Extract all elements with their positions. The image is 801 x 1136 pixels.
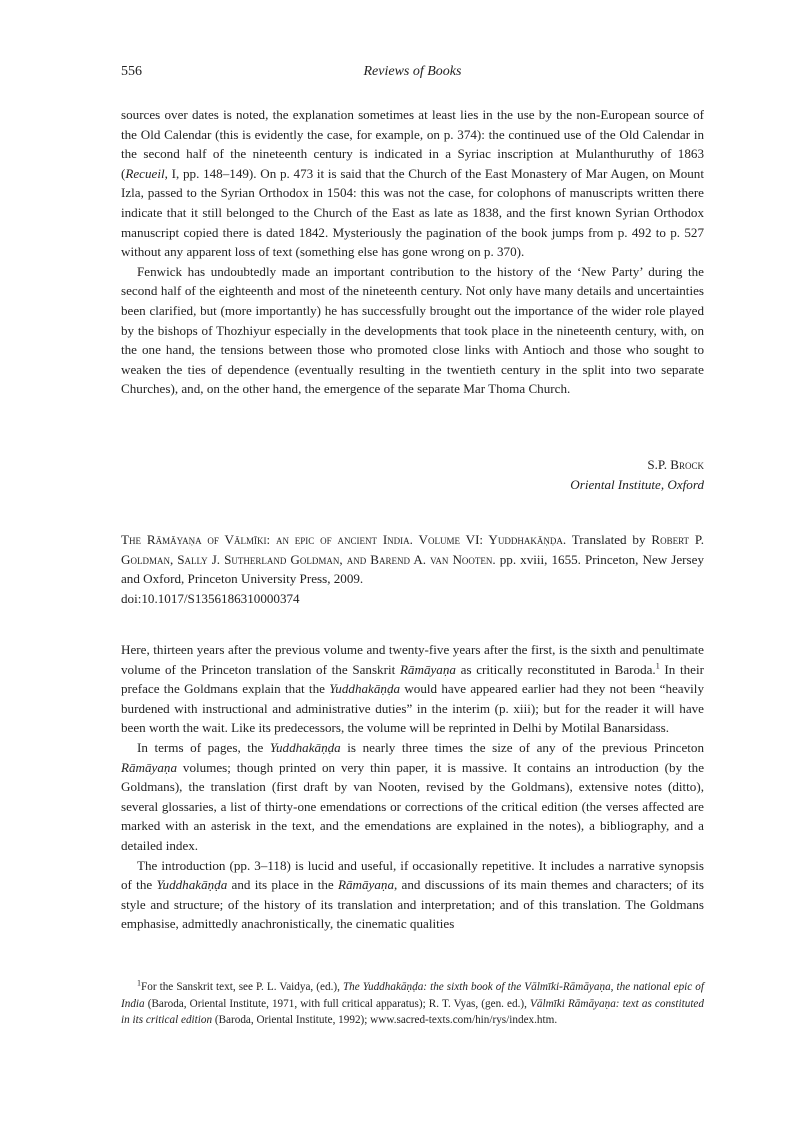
review-2-paragraph-1 bbox=[121, 640, 704, 738]
text-run-italic: The Yuddhakāṇḍa: the sixth book of the Vālmīki-Rāmāyaṇa, the national epic of India bbox=[121, 981, 704, 1010]
text-run-italic: Rāmāyaṇa bbox=[338, 877, 395, 893]
footnote-number: 1 bbox=[137, 978, 141, 988]
text-run: volumes; though printed on very thin paper, it is massive. It contains an introduction (by the Goldmans), the translation (first draft by van Nooten, revised by the Goldmans), extensive notes (ditto), several glossaries, a list of thirty-one emendations or corrections of the critical edition (the verses affected are marked with an asterisk in the text, and the emendations are explained in the notes), a bibliography, and a detailed index. bbox=[121, 759, 704, 853]
text-run: Here, thirteen years after the previous volume and twenty-five years after the first, is the sixth and penultimate volume of the Princeton translation of the Sanskrit bbox=[121, 642, 704, 677]
translated-by: Translated by bbox=[566, 532, 652, 547]
review-2-heading bbox=[121, 530, 704, 608]
review-1-paragraph-1 bbox=[121, 105, 704, 262]
footnote bbox=[121, 979, 704, 1029]
running-head bbox=[121, 64, 704, 86]
text-run: (Baroda, Oriental Institute, 1971, with full critical apparatus); R. T. Vyas, (gen. ed.), bbox=[144, 997, 531, 1010]
text-run: as critically reconstituted in Baroda. bbox=[455, 661, 656, 677]
text-run-italic: Yuddhakāṇḍa bbox=[329, 681, 401, 697]
text-run: would have appeared earlier had they not been “heavily burdened with instructional and administrative duties” in the interim (p. xiii); but for the reader it will have been worth the wait. Like its predecessors, the volume will be reprinted in Delhi by Motilal Banarsidass. bbox=[121, 681, 704, 736]
review-2-paragraph-3 bbox=[121, 856, 704, 934]
text-run: For the Sanskrit text, see P. L. Vaidya, (ed.), bbox=[141, 981, 343, 993]
signature-affiliation: Oriental Institute, Oxford bbox=[570, 476, 704, 492]
review-2-body bbox=[121, 640, 704, 934]
footnote-marker[interactable]: 1 bbox=[655, 661, 660, 671]
text-run: In their preface the Goldmans explain that the bbox=[121, 661, 704, 697]
review-1-body bbox=[121, 105, 704, 399]
text-run: , and discussions of its main themes and characters; of its style and structure; of the history of its translation and interpretation; and of this translation. The Goldmans emphasise, admittedly anachronistically, the cinematic qualities bbox=[121, 877, 705, 932]
text-run-italic: Recueil bbox=[125, 165, 165, 181]
text-run-italic: Rāmāyaṇa bbox=[121, 759, 178, 775]
publication-info: pp. xviii, 1655. Princeton, New Jersey and Oxford, Princeton University Press, 2009. bbox=[121, 551, 704, 587]
text-run-italic: Rāmāyaṇa bbox=[399, 661, 456, 677]
text-run: The introduction (pp. 3–118) is lucid and useful, if occasionally repetitive. It includes a narrative synopsis of the bbox=[121, 857, 704, 893]
text-run: sources over dates is noted, the explanation sometimes at least lies in the use by the non-European source of the Old Calendar (this is evidently the case, for example, on p. 374): the continued use of the Old Calendar in the second half of the nineteenth century is indicated in a Syriac inscription at Mulanthuruthy of 1863 ( bbox=[121, 107, 704, 181]
signature-name: S.P. Brock bbox=[647, 457, 704, 472]
journal-title: Reviews of Books bbox=[363, 64, 462, 79]
text-run: (Baroda, Oriental Institute, 1992); www.sacred-texts.com/hin/rys/index.htm. bbox=[212, 1014, 558, 1026]
book-title: The Rāmāyaṇa of Vālmīki: an epic of ancient India. Volume VI: Yuddhakāṇḍa. bbox=[121, 532, 567, 547]
text-run-italic: Yuddhakāṇḍa bbox=[269, 739, 341, 755]
text-run-italic: Vālmīki Rāmāyaṇa: text as constituted in its critical edition bbox=[121, 997, 704, 1026]
text-run: and its place in the bbox=[227, 877, 338, 893]
translators: Robert P. Goldman, Sally J. Sutherland Goldman, and Barend A. van Nooten. bbox=[121, 532, 704, 567]
doi: doi:10.1017/S1356186310000374 bbox=[121, 590, 300, 606]
review-1-paragraph-2: Fenwick has undoubtedly made an important contribution to the history of the ‘New Party’ during the second half of the eighteenth and most of the nineteenth century. Not only have many details and uncertainties been clarified, but (more importantly) he has successfully brought out the importance of the wider role played by the bishops of Thozhiyur especially in the developments that took place in the nineteenth century, with, on the one hand, the tensions between those who promoted close links with Antioch and those who sought to weaken the ties of dependence (eventually resulting in the twentieth century in the split into two separate Churches), and, on the other hand, the emergence of the separate Mar Thoma Church. bbox=[121, 263, 704, 397]
page-number: 556 bbox=[121, 64, 142, 79]
text-run-italic: Yuddhakāṇḍa bbox=[156, 877, 228, 893]
text-run: , I, pp. 148–149). On p. 473 it is said that the Church of the East Monastery of Mar Augen, on Mount Izla, passed to the Syrian Orthodox in 1504: this was not the case, for colophons of manuscripts written there indicate that it still belonged to the Church of the East as late as 1838, and the first known Syrian Orthodox manuscript copied there is dated 1842. Mysteriously the pagination of the book jumps from p. 492 to p. 527 without any apparent loss of text (something else has gone wrong on p. 370). bbox=[121, 165, 704, 260]
review-2-paragraph-2 bbox=[121, 738, 704, 856]
text-run: is nearly three times the size of any of the previous Princeton bbox=[340, 739, 704, 755]
footnote-1 bbox=[121, 979, 704, 1029]
text-run: In terms of pages, the bbox=[137, 739, 270, 755]
signature bbox=[570, 455, 704, 494]
